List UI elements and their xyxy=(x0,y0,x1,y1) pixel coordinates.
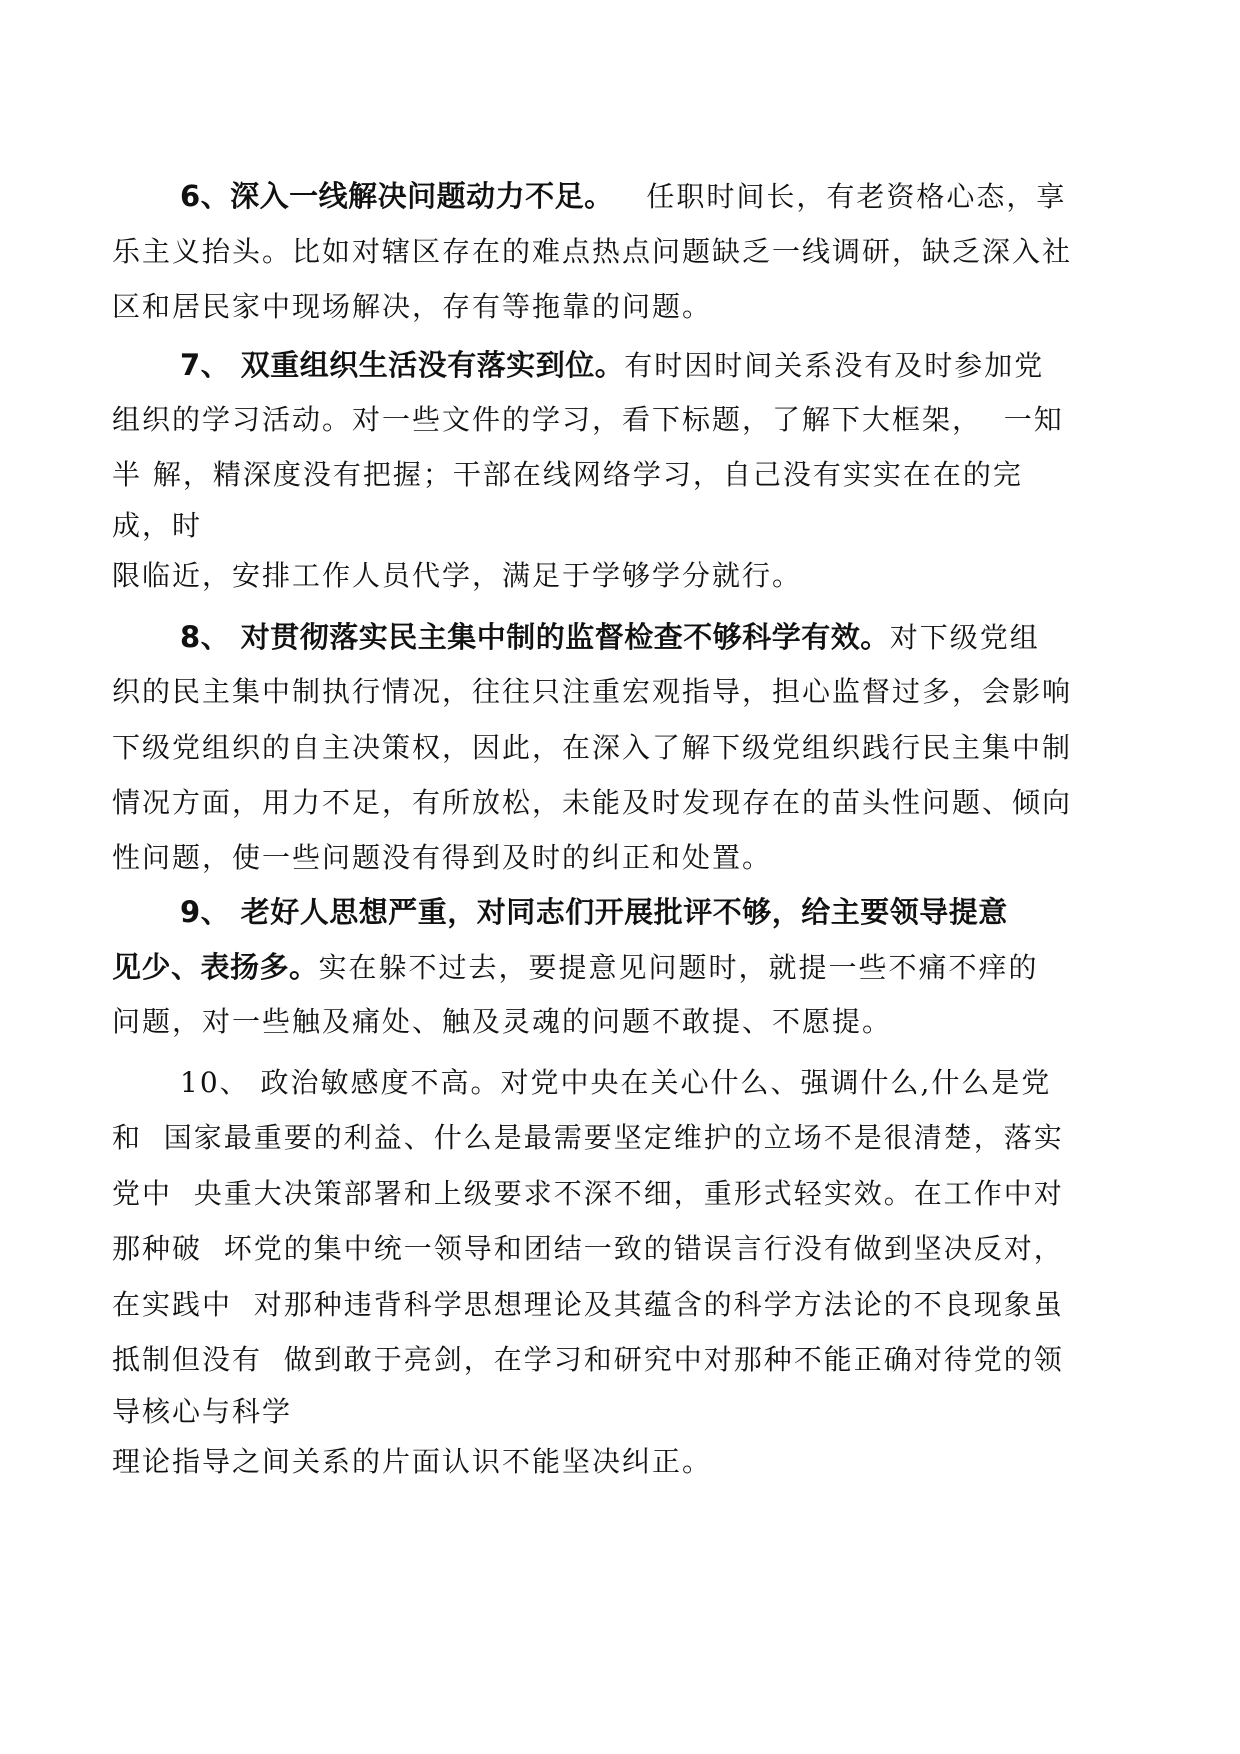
p10-line-6: 抵制但没有 做到敢于亮剑，在学习和研究中对那种不能正确对待党的领 xyxy=(112,1343,1064,1376)
p7-text: 有时因时间关系没有及时参加党 xyxy=(624,349,1045,382)
p10-line-3: 党中 央重大决策部署和上级要求不深不细，重形式轻实效。在工作中对 xyxy=(112,1177,1064,1210)
p10-line-8: 理论指导之间关系的片面认识不能坚决纠正。 xyxy=(112,1445,713,1478)
p7-line-5: 限临近，安排工作人员代学，满足于学够学分就行。 xyxy=(112,559,803,592)
p8-text: 对下级党组 xyxy=(889,621,1040,654)
p10-line-5: 在实践中 对那种违背科学思想理论及其蕴含的科学方法论的不良现象虽 xyxy=(112,1288,1064,1321)
p8-line-4: 情况方面，用力不足，有所放松，未能及时发现存在的苗头性问题、倾向 xyxy=(112,786,1073,819)
p8-line-5: 性问题，使一些问题没有得到及时的纠正和处置。 xyxy=(112,841,773,874)
p6-line-3: 区和居民家中现场解决，存有等拖靠的问题。 xyxy=(112,290,713,323)
p7-line-4: 成，时 xyxy=(112,509,203,542)
p6-text: 任职时间长，有老资格心态，享 xyxy=(613,180,1067,213)
p10-line-7: 导核心与科学 xyxy=(112,1395,293,1428)
p9-heading-line-1: 9、 老好人思想严重，对同志们开展批评不够，给主要领导提意 xyxy=(180,895,1008,929)
p6-line-2: 乐主义抬头。比如对辖区存在的难点热点问题缺乏一线调研，缺乏深入社 xyxy=(112,235,1073,268)
p9-line-3: 问题，对一些触及痛处、触及灵魂的问题不敢提、不愿提。 xyxy=(112,1005,893,1038)
p6-line-1 xyxy=(180,176,1066,216)
p7-line-3: 半 解，精深度没有把握；干部在线网络学习，自己没有实实在在的完 xyxy=(112,458,1023,491)
p6-heading: 6、深入一线解决问题动力不足。 xyxy=(180,179,614,213)
p8-line-3: 下级党组织的自主决策权，因此，在深入了解下级党组织践行民主集中制 xyxy=(112,731,1073,764)
p9-text: 实在躲不过去，要提意见问题时，就提一些不痛不痒的 xyxy=(318,951,1039,984)
p10-line-4: 那种破 坏党的集中统一领导和团结一致的错误言行没有做到坚决反对， xyxy=(112,1232,1064,1265)
p8-heading: 8、 对贯彻落实民主集中制的监督检查不够科学有效。 xyxy=(180,620,890,654)
p10-line-2: 和 国家最重要的利益、什么是最需要坚定维护的立场不是很清楚，落实 xyxy=(112,1121,1064,1154)
p7-line-2: 组织的学习活动。对一些文件的学习，看下标题，了解下大框架， 一知 xyxy=(112,403,1064,436)
p7-line-1 xyxy=(180,345,1044,385)
p8-line-2: 织的民主集中制执行情况，往往只注重宏观指导，担心监督过多，会影响 xyxy=(112,675,1073,708)
p10-line-1: 10、 政治敏感度不高。对党中央在关心什么、强调什么,什么是党 xyxy=(180,1066,1052,1099)
p9-line-2 xyxy=(112,947,1039,987)
p8-line-1 xyxy=(180,617,1040,657)
p9-heading-line-2: 见少、表扬多。 xyxy=(112,950,319,984)
p7-heading: 7、 双重组织生活没有落实到位。 xyxy=(180,348,625,382)
